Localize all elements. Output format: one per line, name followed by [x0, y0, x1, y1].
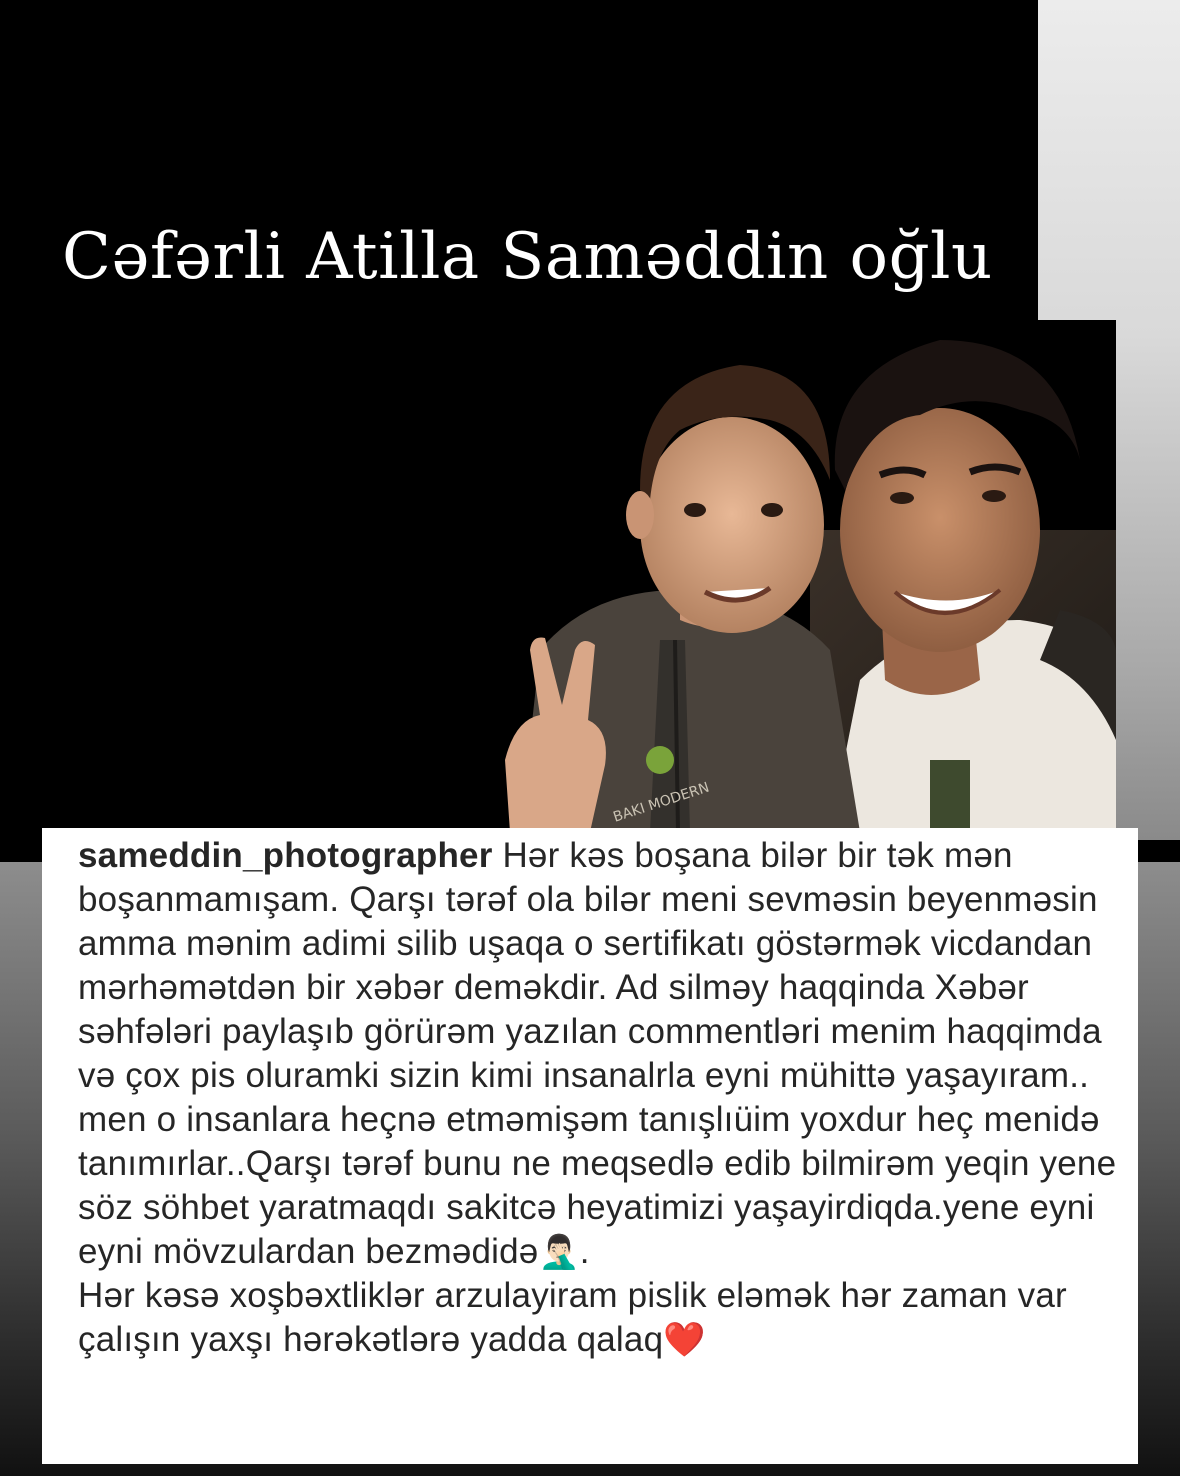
heart-emoji-icon: ❤️: [663, 1321, 706, 1359]
caption-paragraph-1: [78, 834, 1118, 1274]
username-link[interactable]: sameddin_photographer: [78, 836, 493, 875]
caption-text: [78, 834, 1118, 1362]
facepalm-emoji-icon: 🤦🏻‍♂️: [538, 1233, 580, 1270]
selfie-photo: [500, 320, 1116, 832]
caption-period: .: [579, 1232, 590, 1271]
caption-body-1: Hər kəs boşana bilər bir tək mən boşanmamışam. Qarşı tərəf ola bilər meni sevməsin beyenməsin amma mənim adimi silib uşaqa o sertifikatı göstərmək vicdandan mərhəmətdən bir xəbər deməkdir. Ad silməy haqqinda Xəbər səhfələri paylaşıb görürəm yazılan commentləri menim haqqimda və çox pis oluramki sizin kimi insanalrla eyni mühittə yaşayıram.. men o insanlara heçnə etməmişəm tanışlıüim yoxdur heç menidə tanımırlar..Qarşı tərəf bunu ne meqsedlə edib bilmirəm yeqin yene söz söhbet yaratmaqdı sakitcə heyatimizi yaşayirdiqda.yene eyni eyni mövzulardan bezmədidə: [78, 836, 1117, 1271]
caption-paragraph-2: [78, 1274, 1118, 1362]
caption-body-2: Hər kəsə xoşbəxtliklər arzulayiram pislik eləmək hər zaman var çalışın yaxşı hərəkətlərə yadda qalaq: [78, 1276, 1067, 1359]
headline-title: Cəfərli Atilla Saməddin oğlu: [62, 220, 993, 294]
caption-card: [42, 828, 1138, 1464]
jacket-logo-text: BAKI MODERN: [611, 779, 712, 826]
